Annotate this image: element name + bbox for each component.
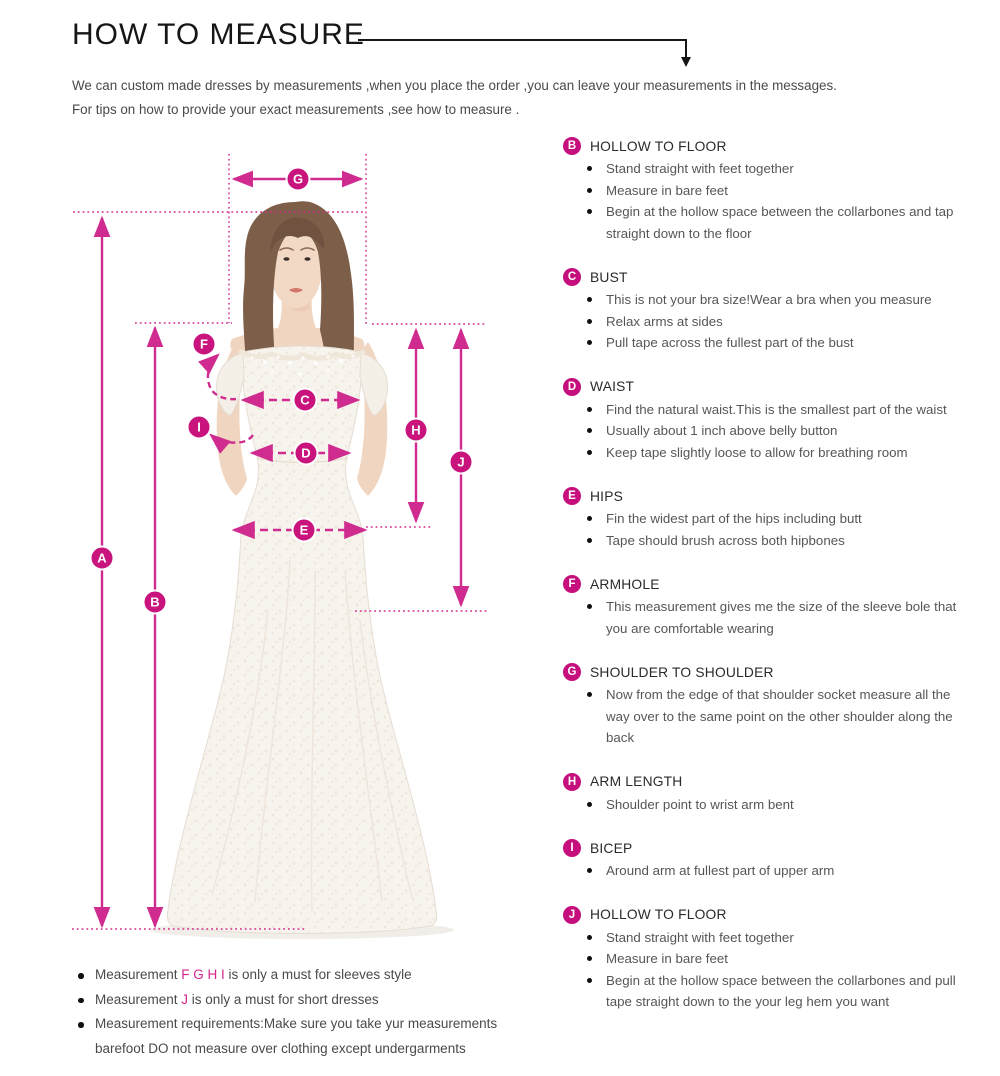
letter-badge: E xyxy=(563,487,581,505)
letter-badge: F xyxy=(563,575,581,593)
instruction-item: Find the natural waist.This is the smallest part of the waist xyxy=(563,399,1000,421)
instruction-item: Begin at the hollow space between the collarbones and tap straight down to the floor xyxy=(563,201,1000,244)
diagram-letter-e: E xyxy=(299,522,309,538)
section-title: SHOULDER TO SHOULDER xyxy=(590,664,774,680)
section-arm-length xyxy=(563,772,1000,816)
intro-line: For tips on how to provide your exact measurements ,see how to measure . xyxy=(72,102,520,117)
instruction-item: Relax arms at sides xyxy=(563,311,1000,333)
section-hollow-to-floor-b xyxy=(563,136,1000,244)
note-highlight-letters: F G H I xyxy=(181,967,225,982)
instruction-item: Usually about 1 inch above belly button xyxy=(563,420,1000,442)
letter-badge: D xyxy=(563,378,581,396)
section-bicep xyxy=(563,838,1000,882)
note-item xyxy=(72,1012,508,1061)
diagram-letter-f: F xyxy=(200,336,208,352)
title-rule-elbow xyxy=(685,39,687,58)
section-title: BUST xyxy=(590,269,628,285)
instruction-item: This measurement gives me the size of the sleeve bole that you are comfortable wearing xyxy=(563,596,1000,639)
section-bust xyxy=(563,267,1000,354)
diagram-letter-g: G xyxy=(292,171,304,187)
measurement-notes xyxy=(72,963,508,1061)
note-highlight-letters: J xyxy=(181,991,189,1007)
section-waist xyxy=(563,377,1000,464)
letter-badge: J xyxy=(563,906,581,924)
model-figure xyxy=(150,201,454,939)
note-text: Measurement requirements:Make sure you take yur measurements barefoot DO not measure over clothing except undergarments xyxy=(95,1016,498,1056)
diagram-letter-b: B xyxy=(150,594,160,610)
note-text: is only a must for sleeves style xyxy=(224,967,412,982)
instruction-item: Measure in bare feet xyxy=(563,948,1000,970)
section-armhole xyxy=(563,574,1000,639)
section-shoulder-to-shoulder xyxy=(563,662,1000,749)
letter-badge: G xyxy=(563,663,581,681)
down-arrow-icon xyxy=(681,57,691,67)
diagram-letter-i: I xyxy=(197,419,201,435)
letter-badge: B xyxy=(563,137,581,155)
instruction-item: Stand straight with feet together xyxy=(563,158,1000,180)
section-title: BICEP xyxy=(590,840,633,856)
measurement-diagram xyxy=(60,140,560,960)
section-hollow-to-floor-j xyxy=(563,905,1000,1013)
section-hips xyxy=(563,486,1000,551)
letter-badge: I xyxy=(563,839,581,857)
note-item xyxy=(72,963,508,988)
instruction-item: Now from the edge of that shoulder socket measure all the way over to the same point on the other shoulder along the back xyxy=(563,684,1000,749)
instruction-item: Around arm at fullest part of upper arm xyxy=(563,860,1000,882)
page-title: HOW TO MEASURE xyxy=(72,18,365,51)
diagram-letter-a: A xyxy=(97,550,107,566)
diagram-letter-d: D xyxy=(301,445,311,461)
instruction-item: Stand straight with feet together xyxy=(563,927,1000,949)
instruction-item: Shoulder point to wrist arm bent xyxy=(563,794,1000,816)
intro-text xyxy=(72,78,987,126)
diagram-letter-j: J xyxy=(457,454,465,470)
section-title: HOLLOW TO FLOOR xyxy=(590,138,727,154)
note-text: is only a must for short dresses xyxy=(188,991,379,1007)
instruction-item: Tape should brush across both hipbones xyxy=(563,530,1000,552)
section-title: HIPS xyxy=(590,488,624,504)
section-title: WAIST xyxy=(590,379,635,394)
diagram-letter-h: H xyxy=(411,422,421,438)
letter-badge: C xyxy=(563,268,581,286)
section-title: HOLLOW TO FLOOR xyxy=(590,907,727,922)
instruction-item: Pull tape across the fullest part of the bust xyxy=(563,332,1000,354)
section-title: ARMHOLE xyxy=(590,576,660,592)
instruction-item: This is not your bra size!Wear a bra when you measure xyxy=(563,289,1000,311)
diagram-letter-c: C xyxy=(300,392,310,408)
instruction-item: Keep tape slightly loose to allow for breathing room xyxy=(563,442,1000,464)
note-text: Measurement xyxy=(95,991,182,1007)
section-title: ARM LENGTH xyxy=(590,774,683,789)
instruction-item: Fin the widest part of the hips including butt xyxy=(563,508,1000,530)
note-text: Measurement xyxy=(95,967,182,982)
instructions-column xyxy=(563,136,1000,1036)
instruction-item: Measure in bare feet xyxy=(563,180,1000,202)
intro-line: We can custom made dresses by measurements ,when you place the order ,you can leave your measurements in the messages. xyxy=(72,78,837,93)
note-item xyxy=(72,988,508,1013)
title-rule-line xyxy=(358,39,687,41)
instruction-item: Begin at the hollow space between the collarbones and pull tape straight down to the your leg hem you want xyxy=(563,970,1000,1013)
letter-badge: H xyxy=(563,773,581,791)
